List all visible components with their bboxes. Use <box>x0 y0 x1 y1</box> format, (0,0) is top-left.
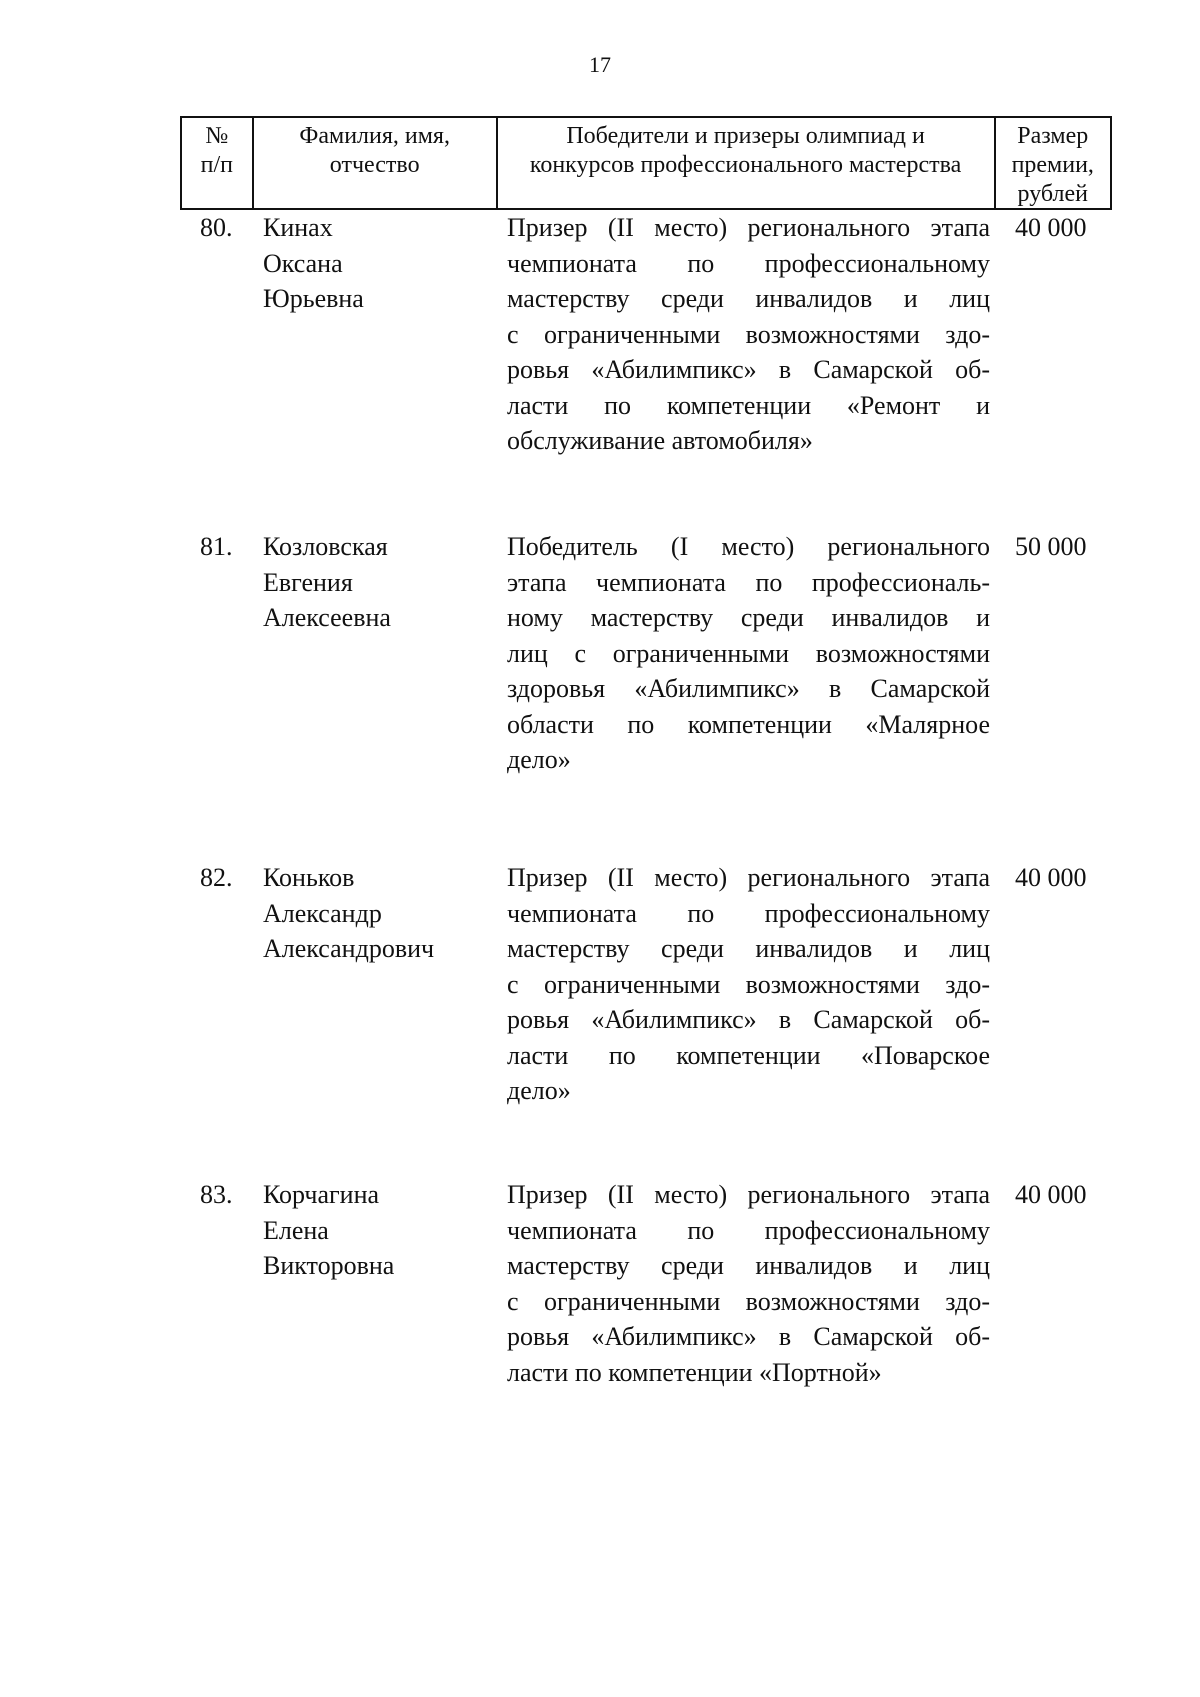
header-description-line: Победители и призеры олимпиад и <box>566 123 925 149</box>
description-line: дело» <box>507 745 571 774</box>
name-line: Александрович <box>263 934 435 963</box>
row-description <box>507 529 990 778</box>
name-line: Коньков <box>263 863 355 892</box>
description-line: ровья «Абилимпикс» в Самарской об- <box>507 1322 990 1351</box>
description-line: чемпионата по профессиональному <box>507 898 990 928</box>
row-amount: 40 000 <box>1015 863 1087 892</box>
description-line: лиц с ограниченными возможностями <box>507 638 990 668</box>
row-number: 80. <box>200 213 233 242</box>
description-line: чемпионата по профессиональному <box>507 248 990 278</box>
description-line: ласти по компетенции «Поварское <box>507 1040 990 1070</box>
description-line: с ограниченными возможностями здо- <box>507 969 990 999</box>
description-line: ровья «Абилимпикс» в Самарской об- <box>507 355 990 384</box>
page-number: 17 <box>589 52 611 77</box>
header-amount <box>996 118 1111 208</box>
name-line: Оксана <box>263 248 343 278</box>
row-name <box>263 210 493 317</box>
description-line: здоровья «Абилимпикс» в Самарской <box>507 674 990 703</box>
description-line: Победитель (I место) регионального <box>507 532 990 561</box>
row-number: 83. <box>200 1180 233 1209</box>
description-line: дело» <box>507 1076 571 1105</box>
name-line: Алексеевна <box>263 603 391 632</box>
row-amount: 50 000 <box>1015 532 1087 561</box>
row-name <box>263 529 493 636</box>
description-line: Призер (II место) регионального этапа <box>507 213 990 242</box>
row-number: 82. <box>200 863 233 892</box>
name-line: Александр <box>263 898 382 928</box>
name-line: Викторовна <box>263 1251 395 1280</box>
name-line: Елена <box>263 1215 329 1245</box>
description-line: ному мастерству среди инвалидов и <box>507 603 990 632</box>
table-header <box>180 116 1112 210</box>
header-number <box>182 118 254 208</box>
description-line: мастерству среди инвалидов и лиц <box>507 934 990 963</box>
row-name <box>263 1177 493 1284</box>
description-line: ровья «Абилимпикс» в Самарской об- <box>507 1005 990 1034</box>
header-number-line: п/п <box>200 152 234 178</box>
row-description <box>507 1177 990 1390</box>
header-name-line: Фамилия, имя, <box>299 123 450 149</box>
name-line: Кинах <box>263 213 333 242</box>
row-description <box>507 860 990 1109</box>
description-line: ласти по компетенции «Портной» <box>507 1357 882 1387</box>
header-name-line: отчество <box>329 152 420 178</box>
description-line: мастерству среди инвалидов и лиц <box>507 1251 990 1280</box>
row-number: 81. <box>200 532 233 561</box>
header-amount-line: Размер <box>1017 123 1089 149</box>
description-line: с ограниченными возможностями здо- <box>507 319 990 349</box>
header-amount-line: премии, <box>1011 152 1094 178</box>
description-line: Призер (II место) регионального этапа <box>507 1180 990 1209</box>
header-description-line: конкурсов профессионального мастерства <box>529 152 962 178</box>
header-description <box>498 118 996 208</box>
header-name <box>254 118 498 208</box>
header-number-line: № <box>205 123 229 149</box>
description-line: чемпионата по профессиональному <box>507 1215 990 1245</box>
description-line: Призер (II место) регионального этапа <box>507 863 990 892</box>
row-name <box>263 860 493 967</box>
description-line: этапа чемпионата по профессиональ- <box>507 567 990 597</box>
name-line: Козловская <box>263 532 388 561</box>
name-line: Корчагина <box>263 1180 380 1209</box>
header-amount-line: рублей <box>1017 181 1088 207</box>
description-line: с ограниченными возможностями здо- <box>507 1286 990 1316</box>
row-amount: 40 000 <box>1015 1180 1087 1209</box>
name-line: Юрьевна <box>263 284 364 313</box>
description-line: ласти по компетенции «Ремонт и <box>507 390 990 420</box>
description-line: обслуживание автомобиля» <box>507 426 813 455</box>
description-line: области по компетенции «Малярное <box>507 709 990 739</box>
description-line: мастерству среди инвалидов и лиц <box>507 284 990 313</box>
row-description <box>507 210 990 459</box>
name-line: Евгения <box>263 567 353 597</box>
row-amount: 40 000 <box>1015 213 1087 242</box>
